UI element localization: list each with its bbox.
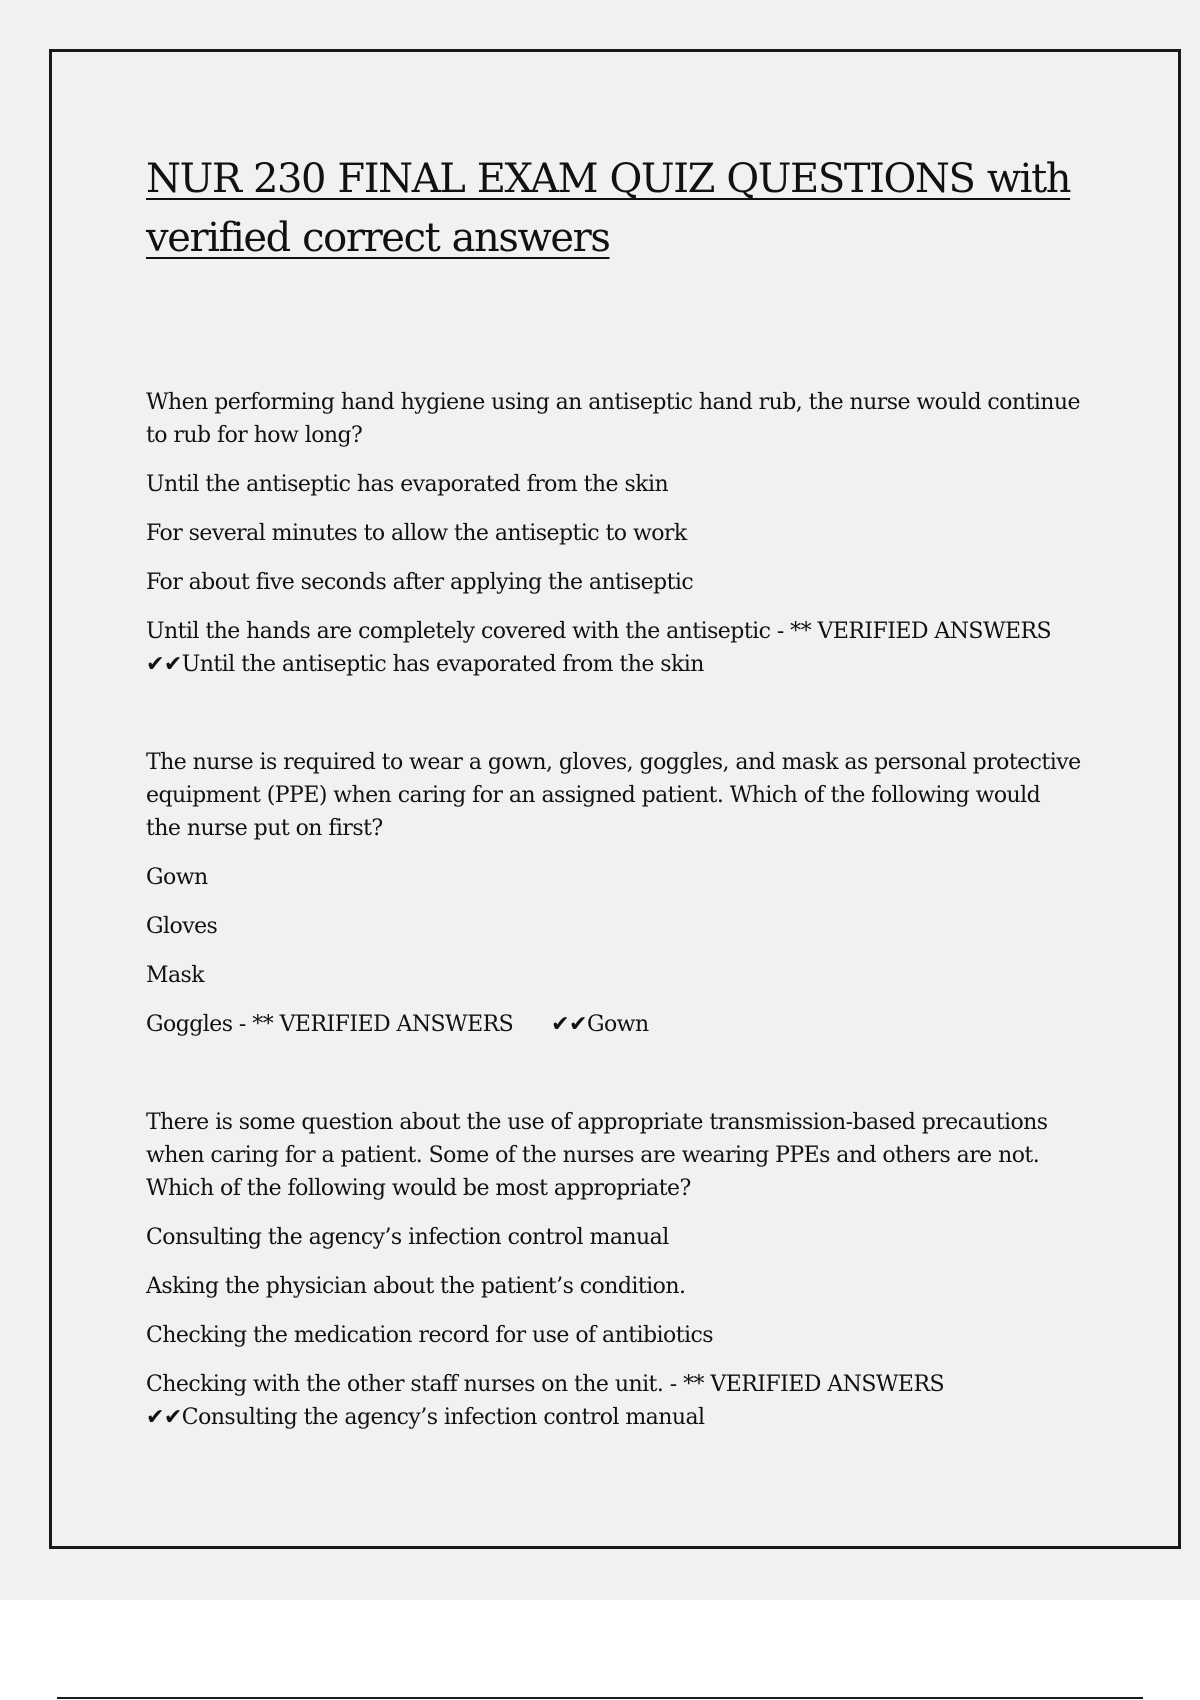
- document-content: [146, 150, 1081, 1499]
- verified-answers-marker: - ** VERIFIED ANSWERS: [663, 1372, 944, 1397]
- answer-option: Until the hands are completely covered with the antiseptic: [146, 619, 771, 644]
- final-option-with-answer: [146, 1368, 1081, 1434]
- answer-option: Gown: [146, 865, 208, 890]
- question-block-3: [146, 1106, 1081, 1434]
- answer-option: Mask: [146, 963, 205, 988]
- question-block-1: [146, 386, 1081, 681]
- document-title: NUR 230 FINAL EXAM QUIZ QUESTIONS with verified correct answers: [146, 156, 1071, 261]
- answer-option: Gloves: [146, 914, 218, 939]
- question-block-2: [146, 746, 1081, 1041]
- verified-answer: Until the antiseptic has evaporated from the skin: [181, 652, 704, 677]
- answer-option: Asking the physician about the patient’s condition.: [146, 1274, 686, 1299]
- answer-option: For about five seconds after applying the antiseptic: [146, 570, 694, 595]
- verified-answer: Consulting the agency’s infection control manual: [181, 1405, 705, 1430]
- question-list: [146, 386, 1081, 1434]
- answer-option: Consulting the agency’s infection control manual: [146, 1225, 669, 1250]
- question-text: There is some question about the use of appropriate transmission-based precautions when caring for a patient. Some of the nurses are wearing PPEs and others are not. Which of the following would be most appropriate?: [146, 1110, 1048, 1201]
- question-text: The nurse is required to wear a gown, gloves, goggles, and mask as personal protective equipment (PPE) when caring for an assigned patient. Which of the following would the nurse put on first?: [146, 750, 1081, 841]
- question-text: When performing hand hygiene using an antiseptic hand rub, the nurse would continue to rub for how long?: [146, 390, 1080, 448]
- verified-answers-marker: - ** VERIFIED ANSWERS: [770, 619, 1052, 644]
- final-option-with-answer: [146, 1008, 1081, 1041]
- bottom-divider: [57, 1697, 1143, 1699]
- answer-option: Checking with the other staff nurses on the unit.: [146, 1372, 664, 1397]
- answer-option: For several minutes to allow the antiseptic to work: [146, 521, 687, 546]
- double-check-icon: ✔✔: [146, 652, 182, 677]
- answer-option: Goggles: [146, 1012, 233, 1037]
- verified-answer: Gown: [586, 1012, 649, 1037]
- verified-answers-marker: - ** VERIFIED ANSWERS: [232, 1012, 514, 1037]
- answer-option: Until the antiseptic has evaporated from the skin: [146, 472, 669, 497]
- final-option-with-answer: [146, 615, 1081, 681]
- double-check-icon: ✔✔: [551, 1012, 587, 1037]
- double-check-icon: ✔✔: [146, 1405, 182, 1430]
- answer-option: Checking the medication record for use of antibiotics: [146, 1323, 714, 1348]
